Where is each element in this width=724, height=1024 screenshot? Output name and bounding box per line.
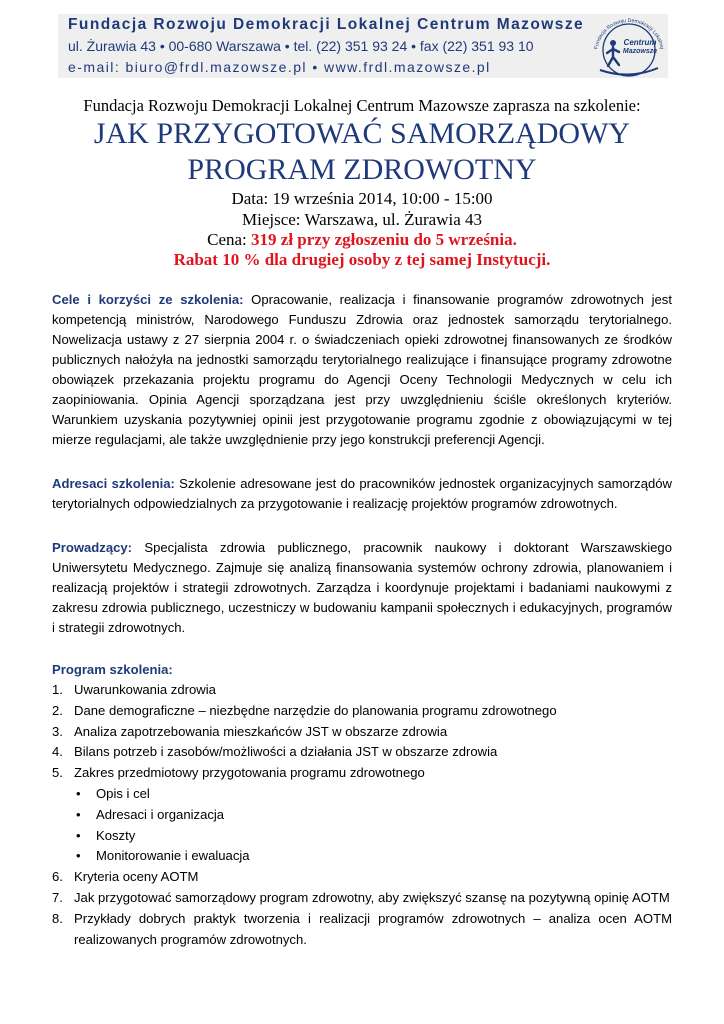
item-number: 2. <box>52 702 63 718</box>
sublist-item-text: Adresaci i organizacja <box>96 806 225 822</box>
item-text: Analiza zapotrzebowania mieszkańców JST w obszarze zdrowia <box>74 723 448 739</box>
invitation-intro: Fundacja Rozwoju Demokracji Lokalnej Centrum Mazowsze zaprasza na szkolenie: <box>83 96 641 115</box>
training-title-line-1: JAK PRZYGOTOWAĆ SAMORZĄDOWY <box>93 117 631 150</box>
goals-label: Cele i korzyści ze szkolenia: <box>52 292 244 307</box>
program-list <box>52 680 672 950</box>
foundation-logo <box>588 16 670 78</box>
bullet: • <box>76 785 81 801</box>
logo-center-text-1: Centrum <box>623 38 657 47</box>
price-value: 319 zł przy zgłoszeniu do 5 września. <box>251 230 517 249</box>
item-number: 7. <box>52 889 63 905</box>
item-number: 3. <box>52 723 63 739</box>
discount-note: Rabat 10 % dla drugiej osoby z tej samej Instytucji. <box>173 250 551 269</box>
list-item <box>52 722 672 743</box>
sublist-item-text: Koszty <box>96 827 136 843</box>
letterhead <box>58 14 668 78</box>
item-text: Kryteria oceny AOTM <box>74 869 199 885</box>
sublist-item-text: Opis i cel <box>96 785 150 801</box>
sublist-item <box>74 784 672 805</box>
sublist-item <box>74 805 672 826</box>
item-number: 1. <box>52 682 63 697</box>
program-heading: Program szkolenia: <box>52 662 173 677</box>
goals-text: Opracowanie, realizacja i finansowanie programów zdrowotnych jest kompetencją ministrów, Narodowego Funduszu Zdrowia oraz jednostek samorządu terytorialnego. Nowelizacja ustawy z 27 sierpnia 2004 r. o świadczeniach opieki zdrowotnej finansowanych ze środków publicznych nałożyła na jednostki samorządu terytorialnego realizujące i finansujące programy zdrowotne obowiązek przekazania projektu programu do Agencji Oceny Technologii Medycznych w celu ich zaopiniowania. Opinia Agencji sporządzana jest przy uwzględnieniu ściśle określonych kryteriów. Warunkiem uzyskania pozytywniej opinii jest przygotowanie programu zgodnie z obowiązującymi w tej mierze regulacjami, ale także uwzględnienie przy jego konstrukcji preferencji Agencji. <box>52 292 672 447</box>
trainer-text: Specjalista zdrowia publicznego, pracownik naukowy i doktorant Warszawskiego Uniwersytetu Medycznego. Zajmuje się analizą finansowania systemów ochrony zdrowia, planowaniem i realizacją projektów i strategii zdrowotnych. Zarządza i koordynuje projektami i badaniami naukowymi z zakresu zdrowia publicznego, uczestniczy w budowaniu kampanii społecznych i edukacyjnych, programów i strategii zdrowotnych. <box>52 540 672 635</box>
org-address: ul. Żurawia 43 • 00-680 Warszawa • tel. (22) 351 93 24 • fax (22) 351 93 10 <box>68 38 534 54</box>
trainer-section <box>52 538 672 638</box>
item-text: Bilans potrzeb i zasobów/możliwości a działania JST w obszarze zdrowia <box>74 744 498 760</box>
audience-section <box>52 474 672 514</box>
org-name: Fundacja Rozwoju Demokracji Lokalnej Centrum Mazowsze <box>68 16 585 33</box>
item-number: 8. <box>52 910 63 926</box>
logo-center-text-2: Mazowsze <box>622 48 658 55</box>
list-item <box>52 680 672 701</box>
program-sublist <box>74 784 672 867</box>
training-title-line-2: PROGRAM ZDROWOTNY <box>187 153 537 186</box>
audience-text: Szkolenie adresowane jest do pracowników jednostek organizacyjnych samorządów terytorialnych odpowiedzialnych za przygotowanie i realizację projektów programów zdrowotnych. <box>52 476 672 511</box>
item-text: Dane demograficzne – niezbędne narzędzie do planowania programu zdrowotnego <box>74 702 557 718</box>
item-text: Przykłady dobrych praktyk tworzenia i realizacji programów zdrowotnych – analiza ocen AOTM realizowanych programów zdrowotnych. <box>74 910 672 947</box>
audience-label: Adresaci szkolenia: <box>52 476 175 491</box>
item-text: Uwarunkowania zdrowia <box>74 682 216 697</box>
org-contact: e-mail: biuro@frdl.mazowsze.pl • www.frdl.mazowsze.pl <box>68 59 491 75</box>
training-place: Miejsce: Warszawa, ul. Żurawia 43 <box>241 210 482 229</box>
training-date: Data: 19 września 2014, 10:00 - 15:00 <box>231 189 493 208</box>
list-item <box>52 888 672 909</box>
item-text: Jak przygotować samorządowy program zdrowotny, aby zwiększyć szansę na pozytywną opinię AOTM <box>74 889 670 905</box>
goals-section <box>52 290 672 450</box>
logo-ring-text: Fundacja Rozwoju Demokracji Lokalnej <box>593 17 665 50</box>
list-item <box>52 701 672 722</box>
trainer-label: Prowadzący: <box>52 540 133 555</box>
item-number: 5. <box>52 765 63 781</box>
sublist-item <box>74 846 672 867</box>
list-item <box>52 867 672 888</box>
price-label: Cena: <box>207 230 252 249</box>
sublist-item-text: Monitorowanie i ewaluacja <box>96 848 250 864</box>
bullet: • <box>76 806 81 822</box>
item-text: Zakres przedmiotowy przygotowania programu zdrowotnego <box>74 765 425 781</box>
list-item <box>52 909 672 951</box>
item-number: 4. <box>52 744 63 760</box>
list-item <box>52 763 672 867</box>
bullet: • <box>76 848 81 864</box>
list-item <box>52 742 672 763</box>
bullet: • <box>76 827 81 843</box>
training-price <box>0 230 724 250</box>
sublist-item <box>74 826 672 847</box>
item-number: 6. <box>52 869 63 885</box>
